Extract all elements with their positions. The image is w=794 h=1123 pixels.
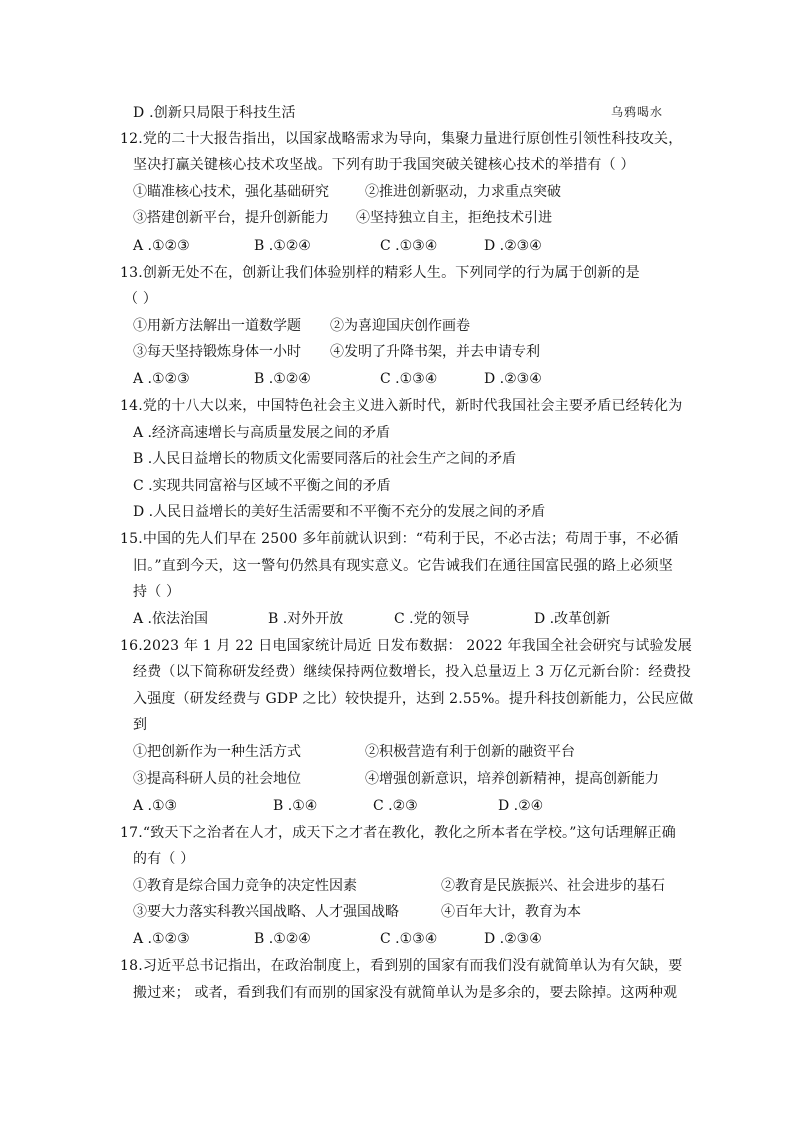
q12-item-3: ③搭建创新平台，提升创新能力 [133,210,329,226]
q16-option-c: C .②③ [373,798,418,814]
q13-option-a: A .①②③ [133,371,190,387]
q12-option-a: A .①②③ [133,238,190,254]
q12-option-b: B .①②④ [254,238,311,254]
q12-stem-line2: 坚决打赢关键核心技术攻坚战。下列有助于我国突破关键核心技术的举措有（ ） [133,157,635,173]
q13-option-d: D .②③④ [484,371,542,387]
q17-option-c: C .①③④ [380,931,438,947]
q17-item-2: ②教育是民族振兴、社会进步的基石 [441,878,665,894]
q15-option-d: D .改革创新 [534,611,611,627]
q13-option-b: B .①②④ [254,371,311,387]
q16-option-a: A .①③ [133,798,178,814]
q15-stem-line3: 持（ ） [133,584,181,600]
q14-option-d: D .人民日益增长的美好生活需要和不平衡不充分的发展之间的矛盾 [133,504,546,520]
q13-item-1: ①用新方法解出一道数学题 [133,318,301,334]
q18-stem-line1: 18.习近平总书记指出，在政治制度上，看到别的国家有而我们没有就简单认为有欠缺，要 [120,958,683,974]
q16-option-b: B .①④ [273,798,318,814]
q16-item-1: ①把创新作为一种生活方式 [133,744,301,760]
q15-option-b: B .对外开放 [268,611,344,627]
q18-stem-line2: 搬过来； 或者，看到我们有而别的国家没有就简单认为是多余的，要去除掉。这两种观 [133,985,678,1001]
q13-item-4: ④发明了升降书架，并去申请专利 [330,344,540,360]
q12-item-2: ②推进创新驱动，力求重点突破 [365,184,561,200]
q14-option-a: A .经济高速增长与高质量发展之间的矛盾 [133,425,391,441]
q14-option-c: C .实现共同富裕与区域不平衡之间的矛盾 [133,478,391,494]
q15-option-c: C .党的领导 [394,611,470,627]
q13-stem-line2: （ ） [124,291,158,307]
watermark-text: 乌鸦喝水 [611,105,664,119]
q15-stem-line1: 15.中国的先人们早在 2500 多年前就认识到：“苟利于民，不必古法；苟周于事，不必循 [120,531,679,547]
q14-option-b: B .人民日益增长的物质文化需要同落后的社会生产之间的矛盾 [133,451,517,467]
q12-stem-line1: 12.党的二十大报告指出，以国家战略需求为导向，集聚力量进行原创性引领性科技攻关， [120,131,683,147]
q15-stem-line2: 旧。”直到今天，这一警句仍然具有现实意义。它告诫我们在通往国富民强的路上必须坚 [133,558,673,574]
q16-item-2: ②积极营造有利于创新的融资平台 [365,744,575,760]
q12-item-4: ④坚持独立自主，拒绝技术引进 [356,210,552,226]
q15-option-a: A .依法治国 [133,611,209,627]
q13-stem-line1: 13.创新无处不在，创新让我们体验别样的精彩人生。下列同学的行为属于创新的是 [120,265,640,281]
q12-option-d: D .②③④ [484,238,542,254]
option-d-prev: D .创新只局限于科技生活 [133,105,296,121]
q17-item-4: ④百年大计，教育为本 [441,904,581,920]
q17-item-1: ①教育是综合国力竞争的决定性因素 [133,878,357,894]
q16-stem-line2: 经费（以下简称研发经费）继续保持两位数增长，投入总量迈上 3 万亿元新台阶：经费投 [133,664,692,680]
q14-stem-line1: 14.党的十八大以来，中国特色社会主义进入新时代，新时代我国社会主要矛盾已经转化为 [120,398,683,414]
q13-item-2: ②为喜迎国庆创作画卷 [330,318,470,334]
q16-option-d: D .②④ [498,798,544,814]
q16-item-4: ④增强创新意识，培养创新精神，提高创新能力 [365,771,659,787]
q17-stem-line2: 的有（ ） [133,851,195,867]
q16-stem-line4: 到 [133,717,148,733]
q17-item-3: ③要大力落实科教兴国战略、人才强国战略 [133,904,399,920]
q17-option-a: A .①②③ [133,931,190,947]
q16-item-3: ③提高科研人员的社会地位 [133,771,301,787]
q17-stem-line1: 17.“致天下之治者在人才，成天下之才者在教化，教化之所本者在学校。”这句话理解正确 [120,825,676,841]
q12-item-1: ①瞄准核心技术，强化基础研究 [133,184,329,200]
q16-stem-line1: 16.2023 年 1 月 22 日电国家统计局近 日发布数据： 2022 年我国全社会研究与试验发展 [120,638,693,654]
q13-option-c: C .①③④ [380,371,438,387]
q12-option-c: C .①③④ [380,238,438,254]
q13-item-3: ③每天坚持锻炼身体一小时 [133,344,301,360]
q17-option-b: B .①②④ [254,931,311,947]
q17-option-d: D .②③④ [484,931,542,947]
q16-stem-line3: 入强度（研发经费与 GDP 之比）较快提升，达到 2.55%。提升科技创新能力，公民应做 [133,691,694,707]
